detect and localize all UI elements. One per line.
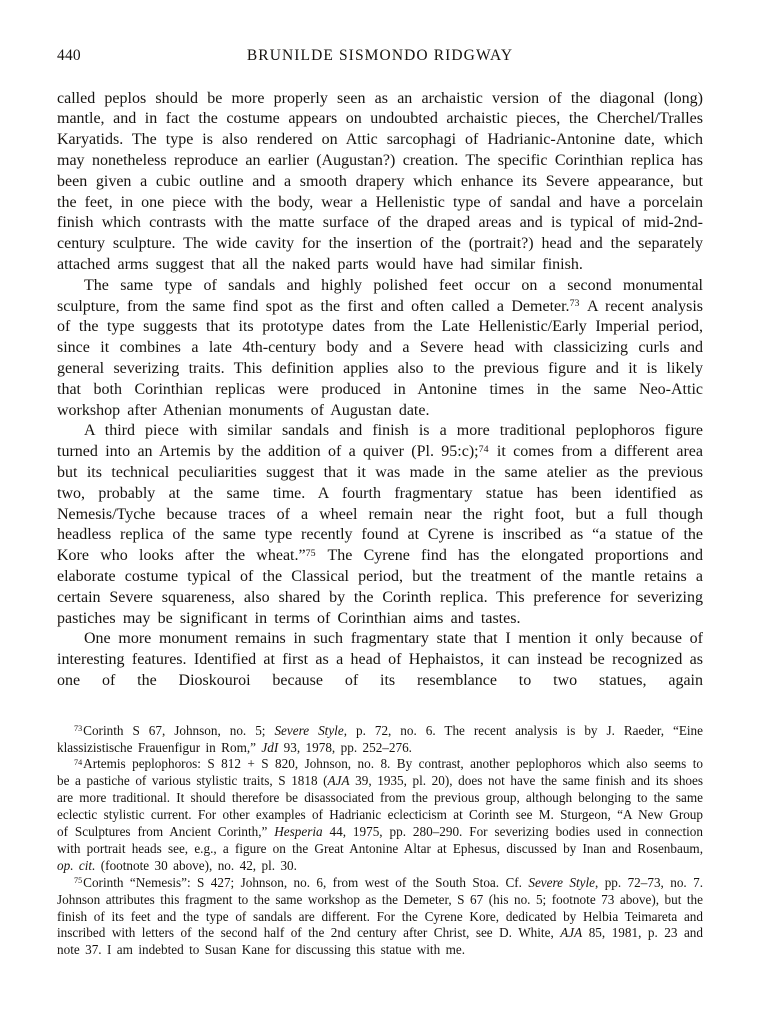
text-run: The Cyrene find has the elongated proportions and elaborate costume typical of the Classical period, but the treatment of the mantle retains a certain Severe squareness, also shared by the Corinth replica. This preference for severizing pastiches may be significant in terms of Corinthian aims and tastes. xyxy=(57,547,703,627)
text-run: , p. 72, no. 6. The recent analysis is by J. Raeder, “Eine klassizistische Frauenfigur in Rom,” xyxy=(57,722,703,755)
text-run: 85, 1981, p. 23 and note 37. I am indebted to Susan Kane for discussing this statue with me. xyxy=(57,925,703,958)
footnote-ref: 75 xyxy=(74,876,83,886)
text-run: (footnote 30 above), no. 42, pl. 30. xyxy=(95,857,297,873)
footnote-74 xyxy=(57,756,703,874)
italic-citation: JdI xyxy=(261,739,279,755)
text-run: Artemis peplophoros: S 812 + S 820, Johnson, no. 8. By contrast, another peplophoros which also seems to be a pastiche of various stylistic traits, S 1818 ( xyxy=(57,756,703,789)
text-run: Corinth S 67, Johnson, no. 5; xyxy=(83,722,275,738)
footnote-ref: 73 xyxy=(74,724,83,734)
paragraph-2 xyxy=(57,276,703,422)
running-head: BRUNILDE SISMONDO RIDGWAY xyxy=(246,47,514,64)
italic-citation: AJA xyxy=(560,925,583,941)
italic-citation: Severe Style xyxy=(274,722,344,738)
footnote-75 xyxy=(57,875,703,959)
italic-citation: op. cit. xyxy=(57,857,96,873)
paragraph-1 xyxy=(57,89,703,276)
text-run: , pp. 72–73, no. 7. Johnson attributes this fragment to the same workshop as the Demeter, S 67 (his no. 5; footnote 73 above), but the finish of its feet and the type of sandals are different. For the Cyrene Kore, dedicated by Helbia Teimareta and inscribed with letters of the second half of the 2nd century after Christ, see D. White, xyxy=(57,874,704,941)
page-number: 440 xyxy=(57,47,81,64)
italic-citation: AJA xyxy=(327,773,350,789)
text-run: 44, 1975, pp. 280–290. For severizing bodies used in connection with portrait heads see, e.g., a figure on the Great Antonine Altar at Ephesus, discussed by Inan and Rosenbaum, xyxy=(57,824,703,856)
text-run: One more monument remains in such fragmentary state that I mention it only because of interesting features. Identified at first as a head of Hephaistos, it can instead be recognized as one of the Dioskouroi because of its resemblance to two statues, again xyxy=(57,630,703,689)
footnote-ref: 73 xyxy=(569,298,580,310)
text-run: The same type of sandals and highly polished feet occur on a second monumental sculpture, from the same find spot as the first and often called a Demeter. xyxy=(57,276,703,315)
text-run: 39, 1935, pl. 20), does not have the same finish and its shoes are more traditional. It should therefore be disassociated from the previous group, although belonging to the same eclectic stylistic current. For other examples of Hadrianic eclecticism at Corinth see M. Sturgeon, “A New Group of Sculptures from Ancient Corinth,” xyxy=(57,773,703,840)
text-run: it comes from a different area but its technical peculiarities suggest that it was made in the same atelier as the previous two, probably at the same time. A fourth fragmentary statue has been identified as Nemesis/Tyche because traces of a wheel remain near the right foot, but a full though headless replica of the same type recently found at Cyrene is inscribed as “a statue of the Kore who looks after the wheat.” xyxy=(57,443,703,565)
footnote-73 xyxy=(57,723,703,757)
footnote-ref: 75 xyxy=(305,547,316,559)
body-text xyxy=(57,89,703,692)
page-header xyxy=(57,47,703,66)
paragraph-3 xyxy=(57,421,703,629)
italic-citation: Hesperia xyxy=(274,824,323,840)
text-run: A third piece with similar sandals and finish is a more traditional peplophoros figure turned into an Artemis by the addition of a quiver (Pl. 95:c); xyxy=(57,422,703,461)
text-run: A recent analysis of the type suggests that its prototype dates from the Late Hellenistic/Early Imperial period, since it combines a late 4th-century body and a Severe head with classicizing curls and general severizing traits. This definition applies also to the previous figure and it is likely that both Corinthian replicas were produced in Antonine times in the same Neo-Attic workshop after Athenian monuments of Augustan date. xyxy=(57,297,703,419)
footnote-ref: 74 xyxy=(74,757,83,767)
text-run: Corinth “Nemesis”: S 427; Johnson, no. 6, from west of the South Stoa. Cf. xyxy=(83,874,529,890)
italic-citation: Severe Style xyxy=(528,874,596,890)
footnote-ref: 74 xyxy=(478,443,489,455)
footnotes xyxy=(57,723,703,959)
text-run: called peplos should be more properly seen as an archaistic version of the diagonal (long) mantle, and in fact the costume appears on undoubted archaistic pieces, the Cherchel/Tralles Karyatids. The type is also rendered on Attic sarcophagi of Hadrianic-Antonine date, which may nonetheless reproduce an earlier (Augustan?) creation. The specific Corinthian replica has been given a cubic outline and a smooth drapery which enhance its Severe appearance, but the feet, in one piece with the body, wear a Hellenistic type of sandal and have a porcelain finish which contrasts with the matte surface of the draped areas and is typical of mid-2nd-century sculpture. The wide cavity for the insertion of the (portrait?) head and the separately attached arms suggest that all the naked parts would have had similar finish. xyxy=(57,89,703,273)
paragraph-4 xyxy=(57,629,703,691)
text-run: 93, 1978, pp. 252–276. xyxy=(278,739,412,755)
